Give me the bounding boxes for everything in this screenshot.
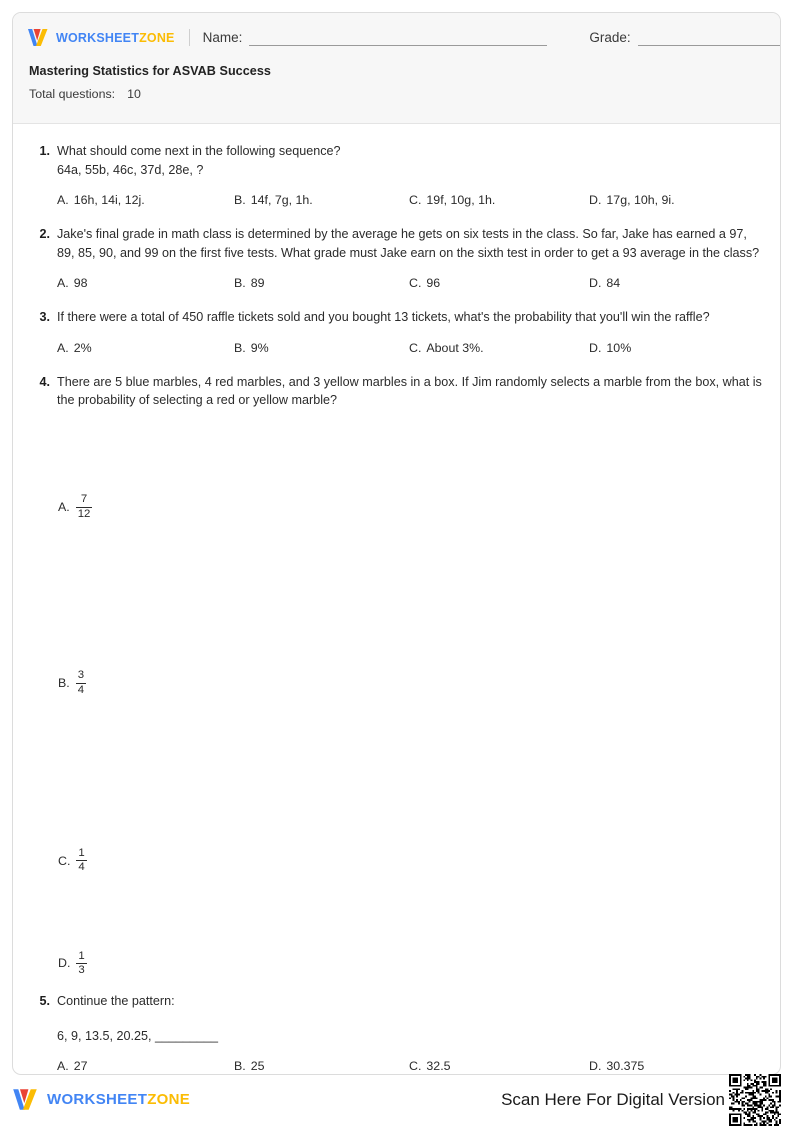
answer-option[interactable] [409, 1057, 589, 1075]
answer-option-value: 19f, 10g, 1h. [426, 193, 496, 207]
answer-option-fraction [76, 848, 86, 874]
fraction-denominator: 12 [77, 507, 91, 520]
answer-option[interactable] [58, 419, 93, 596]
answer-option[interactable] [57, 274, 234, 292]
question-number: 5. [39, 994, 50, 1009]
logo-word-zone: ZONE [139, 30, 175, 45]
worksheet-zone-logo [27, 28, 175, 47]
answer-option-letter: D. [589, 340, 602, 355]
answer-option[interactable] [409, 274, 589, 292]
answer-option-value: 25 [250, 1059, 265, 1074]
footer-logo-wordmark [47, 1091, 190, 1108]
fraction-numerator: 1 [78, 846, 85, 859]
footer-logo-word-zone: ZONE [147, 1091, 191, 1108]
answer-option-value: 27 [73, 1059, 88, 1074]
worksheet-card [12, 12, 781, 1075]
answer-option-letter: C. [409, 276, 422, 290]
answer-option-letter: B. [234, 1059, 246, 1074]
name-input-line[interactable] [249, 32, 547, 46]
question-body [57, 992, 762, 1075]
fraction-numerator: 1 [78, 949, 85, 962]
question-subtext: 64a, 55b, 46c, 37d, 28e, ? [57, 162, 204, 177]
page-footer [12, 1083, 781, 1116]
total-questions-value: 10 [127, 87, 141, 101]
answer-option[interactable] [58, 596, 87, 771]
answer-options [57, 191, 762, 209]
answer-option[interactable] [234, 274, 409, 292]
answer-option-letter: D. [589, 193, 602, 207]
answer-option-value: About 3%. [426, 340, 484, 355]
answer-option-letter: A. [57, 1059, 69, 1074]
footer-logo-word-worksheet: WORKSHEET [47, 1091, 148, 1108]
scan-prompt-text: Scan Here For Digital Version [501, 1089, 725, 1109]
grade-label: Grade: [589, 30, 631, 45]
answer-option-value: 9% [250, 340, 269, 355]
answer-option[interactable] [58, 951, 88, 977]
answer-option-fraction [76, 494, 93, 520]
answer-option-letter: D. [58, 956, 71, 971]
answer-option[interactable] [57, 1057, 234, 1075]
answer-option[interactable] [589, 339, 631, 357]
name-label: Name: [202, 30, 243, 45]
logo-word-worksheet: WORKSHEET [56, 30, 140, 45]
answer-options [57, 274, 762, 292]
question-item [31, 225, 762, 292]
answer-option[interactable] [409, 191, 589, 209]
answer-option-letter: D. [589, 276, 602, 290]
question-item [31, 308, 762, 357]
answer-option-value: 10% [606, 340, 632, 355]
answer-option-value: 96 [426, 276, 441, 290]
answer-option-letter: C. [409, 193, 422, 207]
question-number: 2. [39, 227, 50, 241]
answer-option[interactable] [589, 191, 675, 209]
qr-code-icon[interactable] [729, 1074, 781, 1126]
worksheet-meta [13, 49, 780, 102]
name-field-group [203, 29, 548, 46]
fraction-numerator: 7 [80, 493, 88, 506]
header-divider [189, 29, 190, 46]
question-body [57, 225, 762, 292]
answer-option-value: 30.375 [606, 1059, 645, 1074]
question-item [31, 373, 762, 977]
answer-option-letter: C. [409, 1059, 422, 1074]
answer-option-letter: C. [409, 340, 422, 355]
answer-option-letter: B. [234, 276, 246, 290]
question-item [31, 992, 762, 1075]
answer-option-letter: D. [589, 1059, 602, 1074]
answer-option[interactable] [589, 1057, 644, 1075]
answer-option-fraction [76, 951, 86, 977]
answer-option-letter: B. [58, 676, 70, 690]
grade-field-group [589, 29, 781, 46]
question-text: What should come next in the following sequence? [57, 144, 341, 158]
question-text: Jake's final grade in math class is determined by the average he gets on six tests in the class. So far, Jake has earned a 97, 89, 85, 90, and 99 on the first five tests. What grade must Jake earn on the sixth test in order to get a 93 average in the class? [57, 227, 760, 260]
header-identity-row [13, 13, 780, 49]
answer-option-fraction [76, 670, 86, 696]
answer-option-letter: A. [57, 276, 69, 290]
answer-option-value: 17g, 10h, 9i. [606, 193, 675, 207]
question-number: 1. [39, 144, 50, 158]
question-body [57, 308, 762, 357]
answer-option[interactable] [234, 191, 409, 209]
answer-option-value: 84 [606, 276, 621, 290]
question-number: 4. [39, 374, 50, 389]
answer-option[interactable] [234, 339, 409, 357]
answer-option-value: 14f, 7g, 1h. [250, 193, 313, 207]
worksheet-header [13, 13, 780, 124]
question-text: Continue the pattern: [57, 994, 175, 1009]
answer-option-value: 98 [73, 276, 88, 290]
fraction-denominator: 4 [77, 683, 85, 696]
answer-option[interactable] [57, 339, 234, 357]
question-item [31, 142, 762, 209]
footer-logo-v-icon [12, 1088, 41, 1111]
question-text: If there were a total of 450 raffle tickets sold and you bought 13 tickets, what's the probability that you'll win the raffle? [57, 310, 710, 324]
answer-option-value: 2% [73, 340, 92, 355]
fraction-denominator: 4 [78, 861, 85, 873]
question-text: There are 5 blue marbles, 4 red marbles, and 3 yellow marbles in a box. If Jim randomly selects a marble from the box, what is the probability of selecting a red or yellow marble? [57, 374, 762, 407]
answer-option[interactable] [58, 771, 88, 951]
grade-input-line[interactable] [638, 32, 781, 46]
answer-option-letter: A. [58, 500, 70, 514]
answer-option-value: 89 [250, 276, 265, 290]
answer-option-letter: A. [57, 340, 69, 355]
answer-option[interactable] [234, 1057, 409, 1075]
question-pattern-line: 6, 9, 13.5, 20.25, _________ [57, 1028, 219, 1043]
logo-wordmark [56, 31, 175, 45]
answer-option[interactable] [57, 191, 234, 209]
fraction-numerator: 3 [77, 669, 85, 682]
question-number: 3. [39, 310, 50, 324]
question-list [13, 124, 780, 1075]
answer-option-letter: C. [58, 853, 71, 868]
worksheet-title: Mastering Statistics for ASVAB Success [29, 64, 271, 78]
total-questions-label: Total questions: [29, 87, 116, 101]
question-body [57, 373, 762, 977]
answer-option-value: 32.5 [426, 1059, 451, 1074]
answer-options [57, 339, 762, 357]
answer-option-letter: B. [234, 193, 246, 207]
answer-option-letter: A. [57, 193, 69, 207]
answer-options [58, 419, 93, 977]
answer-option-value: 16h, 14i, 12j. [73, 193, 145, 207]
total-questions-row [29, 86, 780, 102]
logo-v-icon [27, 28, 51, 47]
footer-worksheet-zone-logo [12, 1088, 190, 1111]
question-body [57, 142, 762, 209]
fraction-denominator: 3 [78, 963, 85, 976]
answer-option-letter: B. [234, 340, 246, 355]
answer-options [57, 1057, 762, 1075]
answer-option[interactable] [409, 339, 589, 357]
answer-option[interactable] [589, 274, 620, 292]
footer-scan-group [501, 1074, 781, 1126]
